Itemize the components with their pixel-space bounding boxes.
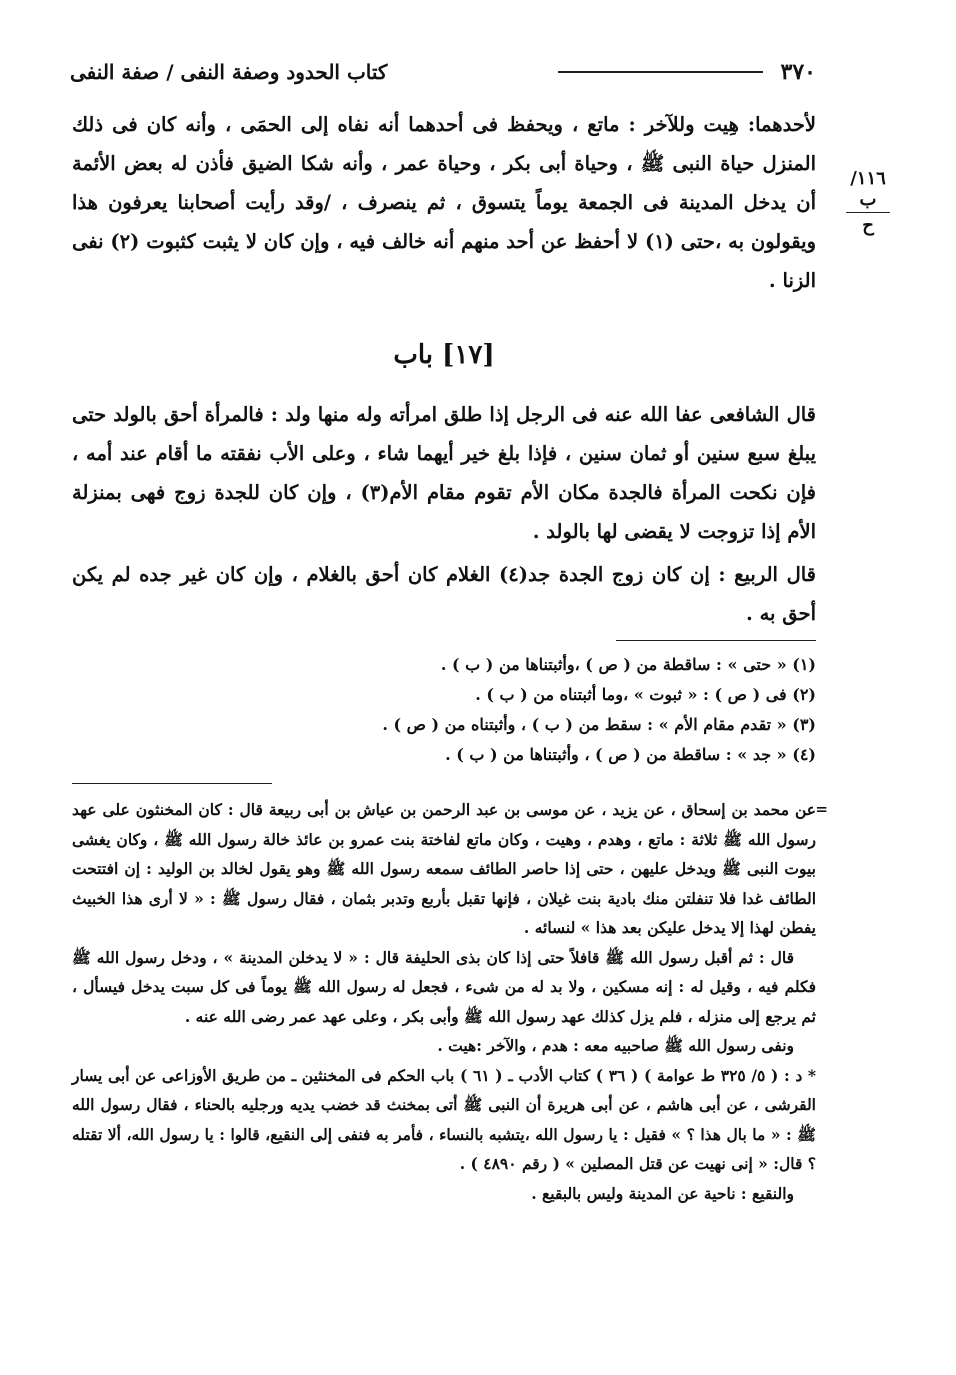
running-title: كتاب الحدود وصفة النفى / صفة النفى (70, 60, 388, 84)
header-rule (558, 71, 763, 73)
commentary-paragraph: ونفى رسول الله ﷺ صاحبيه معه : هدم ، والآخر :هيت . (437, 1036, 794, 1055)
margin-note-rule (846, 212, 890, 213)
commentary-paragraph: * د : ( ٥/ ٣٢٥ ط عوامة ) ( ٣٦ ) كتاب الأدب ـ ( ٦١ ) باب الحكم فى المخنثين ـ من طريق الأوزاعى عن أبى يسار القرشى ، عن أبى هاشم ، عن أبى هريرة أن النبى ﷺ أتى بمخنث قد خضب يديه ورجليه بالحناء ، فقال رسول الله ﷺ : « ما بال هذا ؟ » فقيل : يا رسول الله ،يتشبه بالنساء ، فأمر به فنفى إلى النقيع، قالوا : يا رسول الله، ألا تقتله ؟ قال: « إنى نهيت عن قتل المصلين » ( رقم ٤٨٩٠ ) . (72, 1065, 816, 1173)
rabi-paragraph: قال الربيع : إن كان زوج الجدة جد(٤) الغلام كان أحق بالغلام ، وإن كان غير جده لم يكن أحق به . (72, 563, 817, 625)
top-paragraph: لأحدهما: هِيت وللآخر : ماتع ، ويحفظ فى أحدهما أنه نفاه إلى الحمَى ، وأنه كان فى ذلك المنزل حياة النبى ﷺ ، وحياة أبى بكر ، وحياة عمر ، وأنه شكا الضيق فأذن له بعض الأئمة أن يدخل المدينة فى الجمعة يوماً يتسوق ، ثم ينصرف ، /وقد رأيت أصحابنا يعرفون هذا ويقولون به ،حتى (١) لا أحفظ عن أحد منهم أنه خالف فيه ، وإن كان لا يثبت كثبوت (٢) نفى الزنا . (72, 113, 817, 292)
shafii-paragraph: قال الشافعى عفا الله عنه فى الرجل إذا طلق امرأته وله منها ولد : فالمرأة أحق بالولد حتى يبلغ سبع سنين أو ثمان سنين ، فإذا بلغ خير أيهما شاء ، وعلى الأب نفقته ما أقام عند أمه ، فإن نكحت المرأة فالجدة مكان الأم تقوم مقام الأم(٣) ، وإن كان للجدة زوج فهى بمنزلة الأم إذا تزوجت لا يقضى لها بالولد . (72, 403, 816, 543)
margin-note-top: ١١٦/ب (850, 168, 886, 210)
footnote-4: (٤) « جد » : ساقطة من ( ص ) ، وأثبتناها من ( ب ) . (445, 745, 816, 764)
page-header (70, 55, 816, 89)
footnote-1: (١) « حتى » : ساقطة من ( ص ) ،وأثبتناها من ( ب ) . (440, 655, 816, 674)
commentary-paragraph: عن محمد بن إسحاق ، عن يزيد ، عن موسى بن عبد الرحمن بن عياش بن أبى ربيعة قال : كان المخنثون على عهد رسول الله ﷺ ثلاثة : ماتع ، وهدم ، وهيت ، وكان ماتع لفاختة بنت عمرو بن عائذ خالة رسول الله ﷺ ، وكان يغشى بيوت النبى ﷺ ويدخل عليهن ، حتى إذا حاصر الطائف سمعه رسول الله ﷺ وهو يقول لخالد بن الوليد : إن افتتحت الطائف غدا فلا تنفلتن منك بادية بنت غيلان ، فإنها تقبل بأربع وتدبر بثمان ، فقال رسول ﷺ : « لا أرى هذا الخبيث يفطن لهذا إلا يدخل عليكن بعد هذا » لنسائه . (72, 800, 816, 937)
margin-note-bottom: ح (862, 215, 874, 236)
commentary-paragraph: قال : ثم أقبل رسول الله ﷺ قافلاً حتى إذا كان بذى الحليفة قال : « لا يدخلن المدينة » ، ودخل رسول الله ﷺ فكلم فيه ، وقيل له : إنه مسكين ، ولا بد له من شىء ، فجعل له رسول الله ﷺ يوماً فى كل سبت يدخل فيسأل ، ثم يرجع إلى منزله ، فلم يزل كذلك عهد رسول الله ﷺ وأبى بكر ، وعلى عهد عمر رضى الله عنه . (72, 947, 816, 1026)
footnote-separator (616, 640, 816, 641)
footnote-2: (٢) فى ( ص ) : « ثبوت » ،وما أثبتناه من ( ب ) . (475, 685, 816, 704)
footnotes (200, 650, 816, 770)
commentary-notes (72, 795, 816, 1208)
commentary-paragraph: والنقيع : ناحية عن المدينة وليس بالبقيع . (531, 1183, 794, 1203)
footnote-3: (٣) « تقدم مقام الأم » : سقط من ( ب ) ، وأثبتناه من ( ص ) . (382, 715, 816, 734)
continuation-mark: = (815, 800, 828, 818)
chapter-heading: [١٧] باب (393, 340, 495, 370)
commentary-separator (72, 783, 272, 784)
margin-folio-note (842, 168, 894, 236)
page-number: ٣٧٠ (780, 59, 816, 85)
